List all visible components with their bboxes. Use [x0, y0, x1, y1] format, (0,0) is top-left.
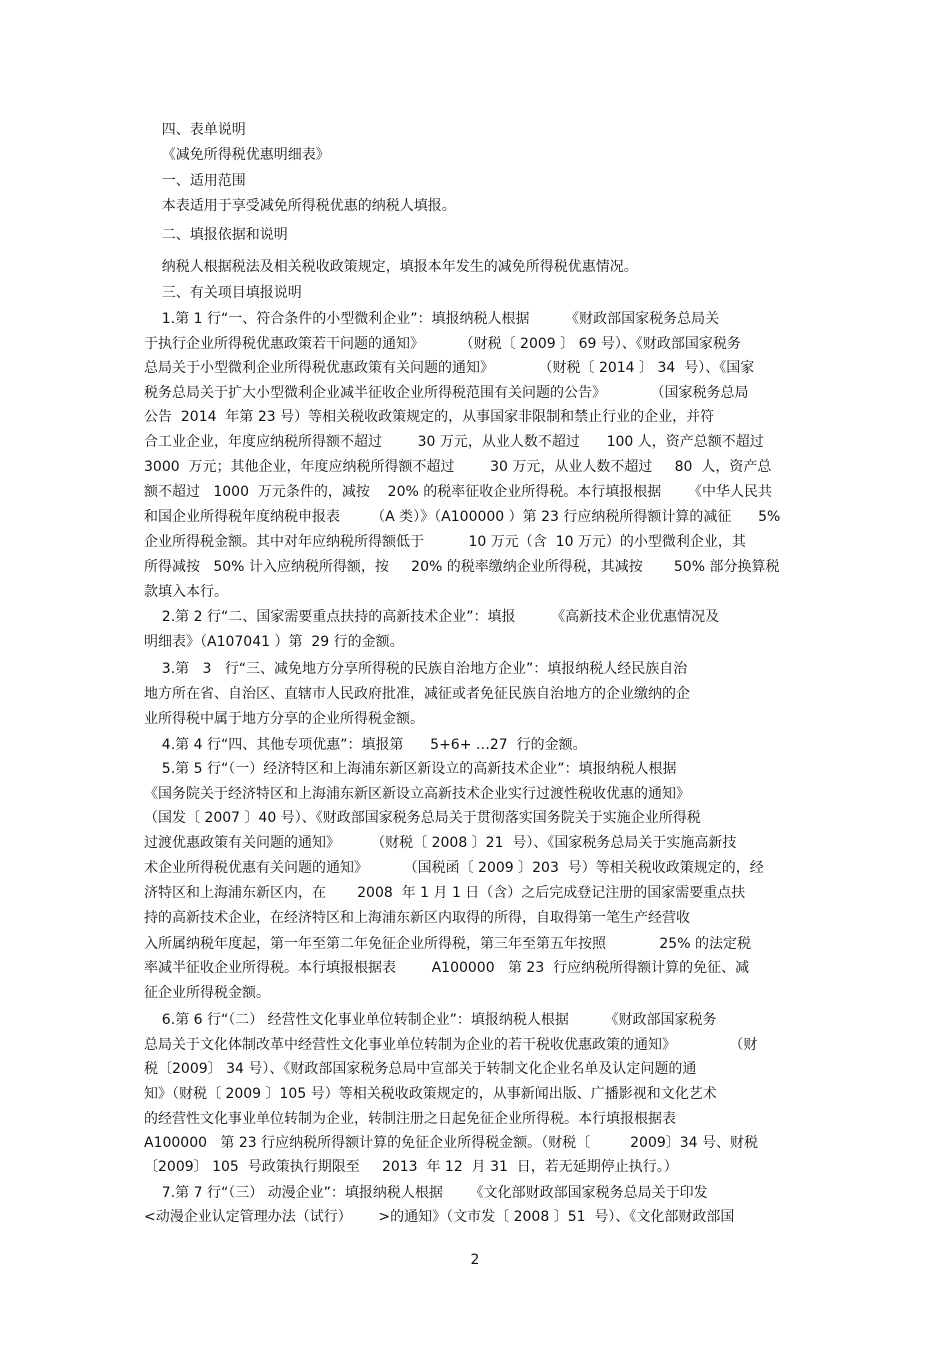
text-line: 于执行企业所得税优惠政策若干问题的通知》 （财税〔 2009 〕 69 号）、《财政部国家税务: [144, 336, 741, 352]
text-line: 《减免所得税优惠明细表》: [144, 147, 330, 163]
text-line: 明细表》（A107041 ）第 29 行的金额。: [144, 634, 404, 650]
text-line: 《国务院关于经济特区和上海浦东新区新设立高新技术企业实行过渡性税收优惠的通知》: [144, 786, 690, 802]
text-line: 款填入本行。: [144, 584, 228, 600]
text-line: 5.第 5 行“（一）经济特区和上海浦东新区新设立的高新技术企业”：填报纳税人根据: [144, 761, 677, 777]
text-line: 6.第 6 行“（二） 经营性文化事业单位转制企业”：填报纳税人根据 《财政部国家税务: [144, 1012, 717, 1028]
text-line: 三、有关项目填报说明: [144, 285, 302, 301]
text-line: 2.第 2 行“二、国家需要重点扶持的高新技术企业”：填报 《高新技术企业优惠情况及: [144, 609, 720, 625]
text-line: 总局关于文化体制改革中经营性文化事业单位转制为企业的若干税收优惠政策的通知》 （财: [144, 1037, 758, 1053]
text-line: 一、适用范围: [144, 173, 246, 189]
text-line: 所得减按 50% 计入应纳税所得额，按 20% 的税率缴纳企业所得税，其减按 50% 部分换算税: [144, 559, 780, 575]
text-line: 四、表单说明: [144, 122, 246, 138]
text-line: 企业所得税金额。其中对年应纳税所得额低于 10 万元（含 10 万元）的小型微利企业，其: [144, 534, 746, 550]
text-line: 的经营性文化事业单位转制为企业，转制注册之日起免征企业所得税。本行填报根据表: [144, 1111, 676, 1127]
text-line: 征企业所得税金额。: [144, 985, 270, 1001]
text-line: <动漫企业认定管理办法（试行） >的通知》（文市发〔 2008 〕51 号）、《文化部财政部国: [144, 1209, 735, 1225]
text-line: 总局关于小型微利企业所得税优惠政策有关问题的通知》 （财税〔 2014 〕 34 号）、《国家: [144, 360, 755, 376]
text-line: 合工业企业，年度应纳税所得额不超过 30 万元，从业人数不超过 100 人，资产总额不超过: [144, 434, 764, 450]
text-line: 济特区和上海浦东新区内，在 2008 年 1 月 1 日（含）之后完成登记注册的国家需要重点扶: [144, 885, 746, 901]
text-line: 税〔2009〕 34 号）、《财政部国家税务总局中宣部关于转制文化企业名单及认定问题的通: [144, 1061, 697, 1077]
text-line: 业所得税中属于地方分享的企业所得税金额。: [144, 711, 424, 727]
text-line: 额不超过 1000 万元条件的，减按 20% 的税率征收企业所得税。本行填报根据 《中华人民共: [144, 484, 772, 500]
text-line: 持的高新技术企业，在经济特区和上海浦东新区内取得的所得，自取得第一笔生产经营收: [144, 910, 690, 926]
text-line: 公告 2014 年第 23 号）等相关税收政策规定的，从事国家非限制和禁止行业的企业，并符: [144, 409, 715, 425]
text-line: 过渡优惠政策有关问题的通知》 （财税〔 2008 〕21 号）、《国家税务总局关于实施高新技: [144, 835, 737, 851]
text-line: 本表适用于享受减免所得税优惠的纳税人填报。: [144, 198, 456, 214]
text-line: 税务总局关于扩大小型微利企业减半征收企业所得税范围有关问题的公告》 （国家税务总局: [144, 385, 749, 401]
text-line: 〔2009〕 105 号政策执行期限至 2013 年 12 月 31 日，若无延期停止执行。）: [144, 1159, 678, 1175]
text-line: A100000 第 23 行应纳税所得额计算的免征企业所得税金额。（财税〔 2009〕34 号、财税: [144, 1135, 759, 1151]
text-line: 术企业所得税优惠有关问题的通知》 （国税函〔 2009 〕203 号）等相关税收政策规定的，经: [144, 860, 764, 876]
page-number: 2: [470, 1252, 480, 1268]
text-line: 4.第 4 行“四、其他专项优惠”：填报第 5+6+ …27 行的金额。: [144, 737, 587, 753]
text-line: 3.第 3 行“三、减免地方分享所得税的民族自治地方企业”：填报纳税人经民族自治: [144, 661, 688, 677]
text-line: （国发〔 2007 〕40 号）、《财政部国家税务总局关于贯彻落实国务院关于实施企业所得税: [144, 810, 701, 826]
text-line: 率减半征收企业所得税。本行填报根据表 A100000 第 23 行应纳税所得额计算的免征、减: [144, 960, 750, 976]
text-line: 入所属纳税年度起，第一年至第二年免征企业所得税，第三年至第五年按照 25% 的法定税: [144, 936, 751, 952]
text-line: 3000 万元；其他企业，年度应纳税所得额不超过 30 万元，从业人数不超过 80 人，资产总: [144, 459, 772, 475]
text-line: 纳税人根据税法及相关税收政策规定，填报本年发生的减免所得税优惠情况。: [144, 259, 638, 275]
text-line: 知》（财税〔 2009 〕105 号）等相关税收政策规定的，从事新闻出版、广播影视和文化艺术: [144, 1086, 717, 1102]
text-line: 1.第 1 行“一、符合条件的小型微利企业”：填报纳税人根据 《财政部国家税务总局关: [144, 311, 720, 327]
text-line: 二、填报依据和说明: [144, 227, 288, 243]
text-line: 和国企业所得税年度纳税申报表 （A 类）》（A100000 ）第 23 行应纳税所得额计算的减征 5%: [144, 509, 781, 525]
text-line: 地方所在省、自治区、直辖市人民政府批准，减征或者免征民族自治地方的企业缴纳的企: [144, 686, 690, 702]
text-line: 7.第 7 行“（三） 动漫企业”：填报纳税人根据 《文化部财政部国家税务总局关于印发: [144, 1185, 708, 1201]
